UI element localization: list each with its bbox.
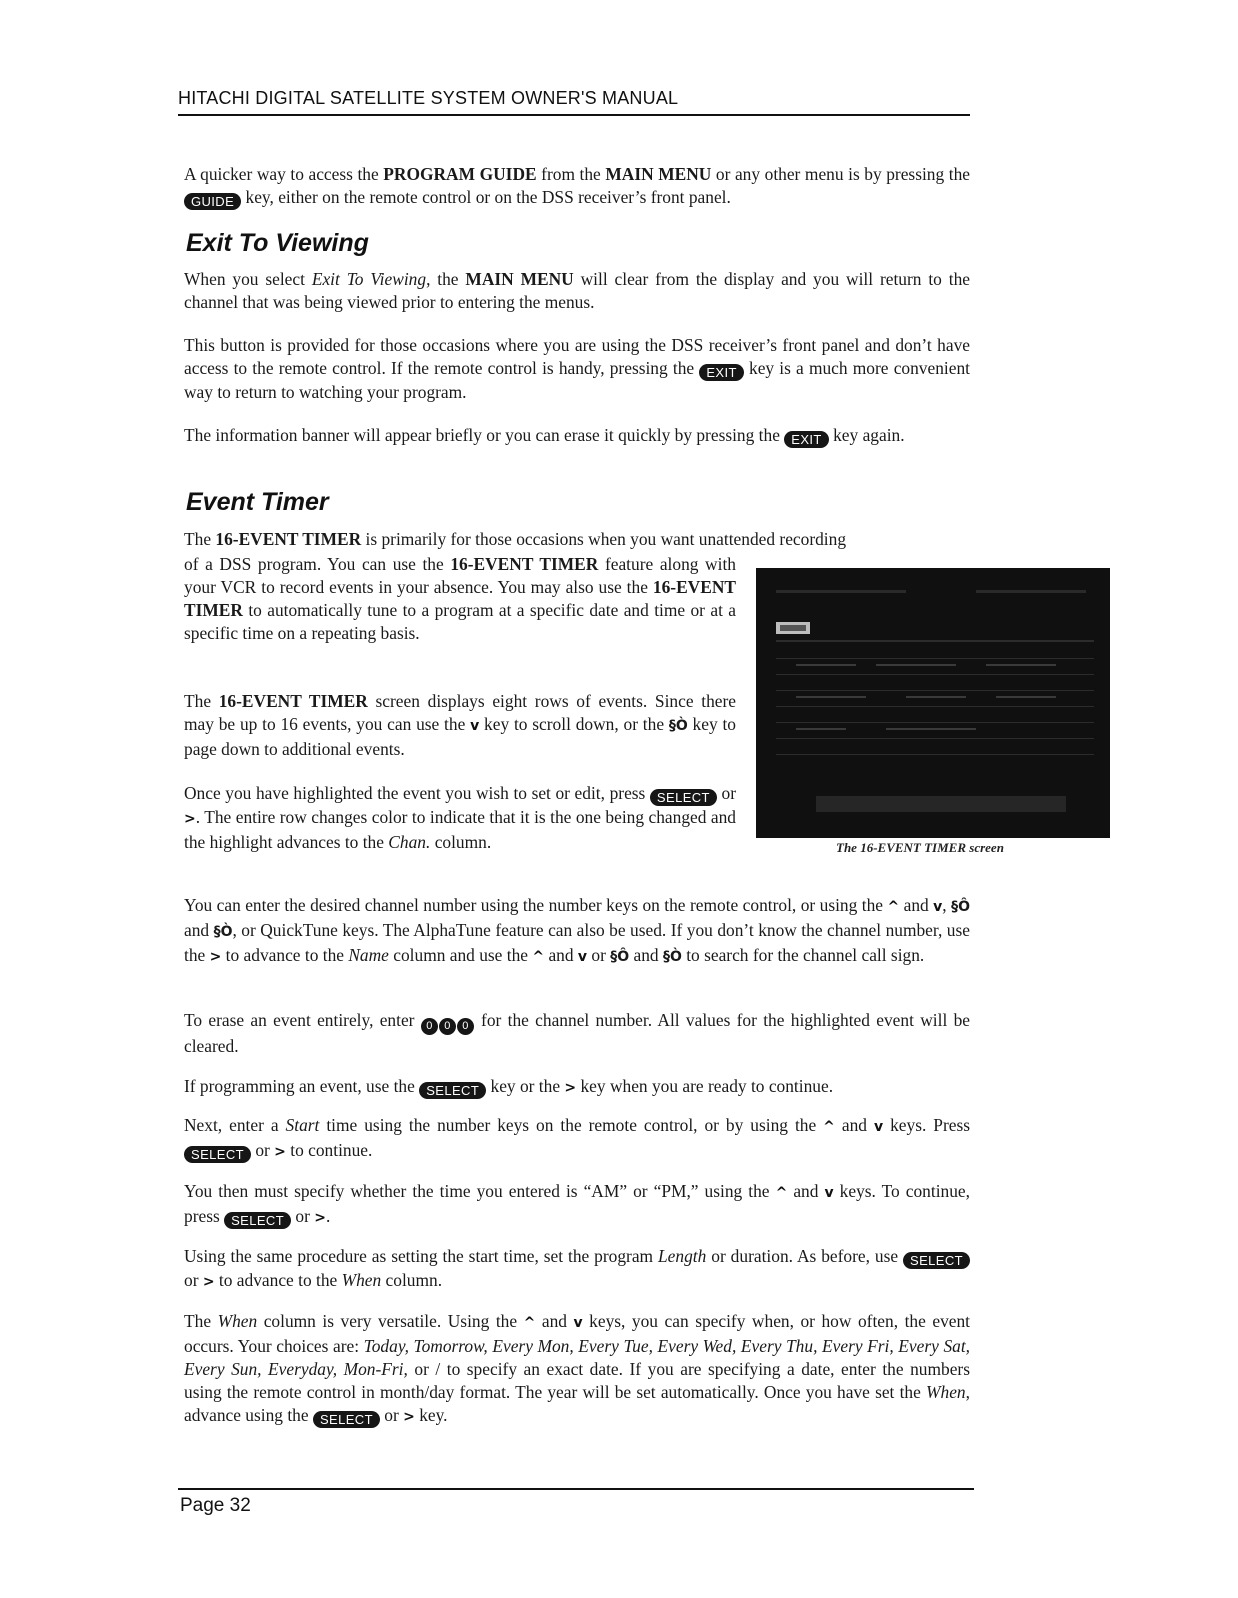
exit-key-icon: EXIT xyxy=(784,431,829,448)
select-key-icon: SELECT xyxy=(313,1411,380,1428)
select-key-icon: SELECT xyxy=(903,1252,970,1269)
footer-rule xyxy=(178,1488,974,1490)
figure-caption: The 16-EVENT TIMER screen xyxy=(836,840,1004,855)
manual-title: HITACHI DIGITAL SATELLITE SYSTEM OWNER'S MANUAL xyxy=(178,88,679,108)
exit-paragraph-1: When you select Exit To Viewing, the MAIN MENU will clear from the display and you will return to the channel that was being viewed prior to entering the menus. xyxy=(184,269,970,312)
right-arrow-icon: > xyxy=(209,949,222,965)
page-down-icon: §Ò xyxy=(668,718,688,734)
select-key-icon: SELECT xyxy=(419,1082,486,1099)
zero-key-icon: 0 xyxy=(457,1018,474,1035)
up-arrow-icon: ^ xyxy=(523,1315,536,1331)
select-key-icon: SELECT xyxy=(224,1212,291,1229)
select-key-icon: SELECT xyxy=(184,1146,251,1163)
event-paragraph-3: Once you have highlighted the event you wish to set or edit, press SELECT or >. The entire row changes color to indicate that it is the one being changed and the highlight advances to the Chan. column. xyxy=(184,783,736,852)
page-header xyxy=(178,88,970,109)
down-arrow-icon: v xyxy=(573,1315,583,1331)
page-number: Page 32 xyxy=(180,1495,251,1516)
up-arrow-icon: ^ xyxy=(532,949,545,965)
down-arrow-icon: v xyxy=(933,899,943,915)
select-key-icon: SELECT xyxy=(650,789,717,806)
event-paragraph-1b: of a DSS program. You can use the 16-EVENT TIMER feature along with your VCR to record events in your absence. You may also use the 16-EVENT TIMER to automatically tune to a program at a specific date and time or at a specific time on a repeating basis. xyxy=(184,554,736,643)
am-pm-paragraph: You then must specify whether the time you entered is “AM” or “PM,” using the ^ and v keys. To continue, press SELECT or >. xyxy=(184,1181,970,1228)
right-arrow-icon: > xyxy=(184,811,196,827)
zero-key-icon: 0 xyxy=(421,1018,438,1035)
right-arrow-icon: > xyxy=(314,1210,326,1226)
event-timer-heading: Event Timer xyxy=(186,488,329,516)
erase-event-paragraph: To erase an event entirely, enter 0 0 0 for the channel number. All values for the highlighted event will be cleared. xyxy=(184,1010,970,1056)
intro-paragraph: A quicker way to access the PROGRAM GUIDE from the MAIN MENU or any other menu is by pressing the GUIDE key, either on the remote control or on the DSS receiver’s front panel. xyxy=(184,164,970,209)
header-rule xyxy=(178,114,970,116)
start-time-paragraph: Next, enter a Start time using the number keys on the remote control, or by using the ^ and v keys. Press SELECT or > to continue. xyxy=(184,1115,970,1162)
when-column-paragraph: The When column is very versatile. Using the ^ and v keys, you can specify when, or how often, the event occurs. Your choices are: Today, Tomorrow, Every Mon, Every Tue, Every Wed, Every Thu, Every Fri, Every Sat, Every Sun, Everyday, Mon-Fri, or / to specify an exact date. If you are specifying a date, enter the numbers using the remote control in month/day format. The year will be set automatically. Once you have set the When, advance using the SELECT or > key. xyxy=(184,1311,971,1427)
down-arrow-icon: v xyxy=(577,949,588,965)
page-up-icon: §Ô xyxy=(610,949,630,965)
down-arrow-icon: v xyxy=(824,1185,834,1201)
exit-to-viewing-heading: Exit To Viewing xyxy=(186,229,369,257)
event-paragraph-2: The 16-EVENT TIMER screen displays eight rows of events. Since there may be up to 16 events, you can use the v key to scroll down, or the §Ò key to page down to additional events. xyxy=(184,691,737,759)
event-paragraph-1: The 16-EVENT TIMER is primarily for those occasions when you want unattended recording xyxy=(184,529,847,549)
exit-paragraph-2: This button is provided for those occasions where you are using the DSS receiver’s front panel and don’t have access to the remote control. If the remote control is handy, pressing the EXIT key is a much more convenient way to return to watching your program. xyxy=(184,335,970,402)
right-arrow-icon: > xyxy=(274,1144,286,1160)
up-arrow-icon: ^ xyxy=(775,1185,788,1201)
guide-key-icon: GUIDE xyxy=(184,193,241,210)
page-down-icon: §Ò xyxy=(662,949,682,965)
exit-paragraph-3: The information banner will appear briefly or you can erase it quickly by pressing the EXIT key again. xyxy=(184,425,905,447)
up-arrow-icon: ^ xyxy=(823,1119,835,1135)
zero-key-icon: 0 xyxy=(439,1018,456,1035)
down-arrow-icon: v xyxy=(470,718,480,734)
event-timer-screenshot xyxy=(756,568,1110,838)
channel-entry-paragraph: You can enter the desired channel number using the number keys on the remote control, or using the ^ and v, §Ô and §Ò, or QuickTune keys. The AlphaTune feature can also be used. If you don’t know the channel number, use the > to advance to the Name column and use the ^ and v or §Ô and §Ò to search for the channel call sign. xyxy=(184,894,970,969)
right-arrow-icon: > xyxy=(202,1274,215,1290)
programming-paragraph: If programming an event, use the SELECT key or the > key when you are ready to continue. xyxy=(184,1076,834,1098)
right-arrow-icon: > xyxy=(564,1080,577,1096)
right-arrow-icon: > xyxy=(403,1409,415,1425)
page-up-icon: §Ô xyxy=(951,899,970,915)
length-paragraph: Using the same procedure as setting the start time, set the program Length or duration. As before, use SELECT or > to advance to the When column. xyxy=(184,1245,970,1294)
event-timer-screen-image xyxy=(756,568,1110,838)
down-arrow-icon: v xyxy=(873,1119,884,1135)
exit-key-icon: EXIT xyxy=(699,364,744,381)
page-down-icon: §Ò xyxy=(213,924,233,940)
up-arrow-icon: ^ xyxy=(887,899,900,915)
